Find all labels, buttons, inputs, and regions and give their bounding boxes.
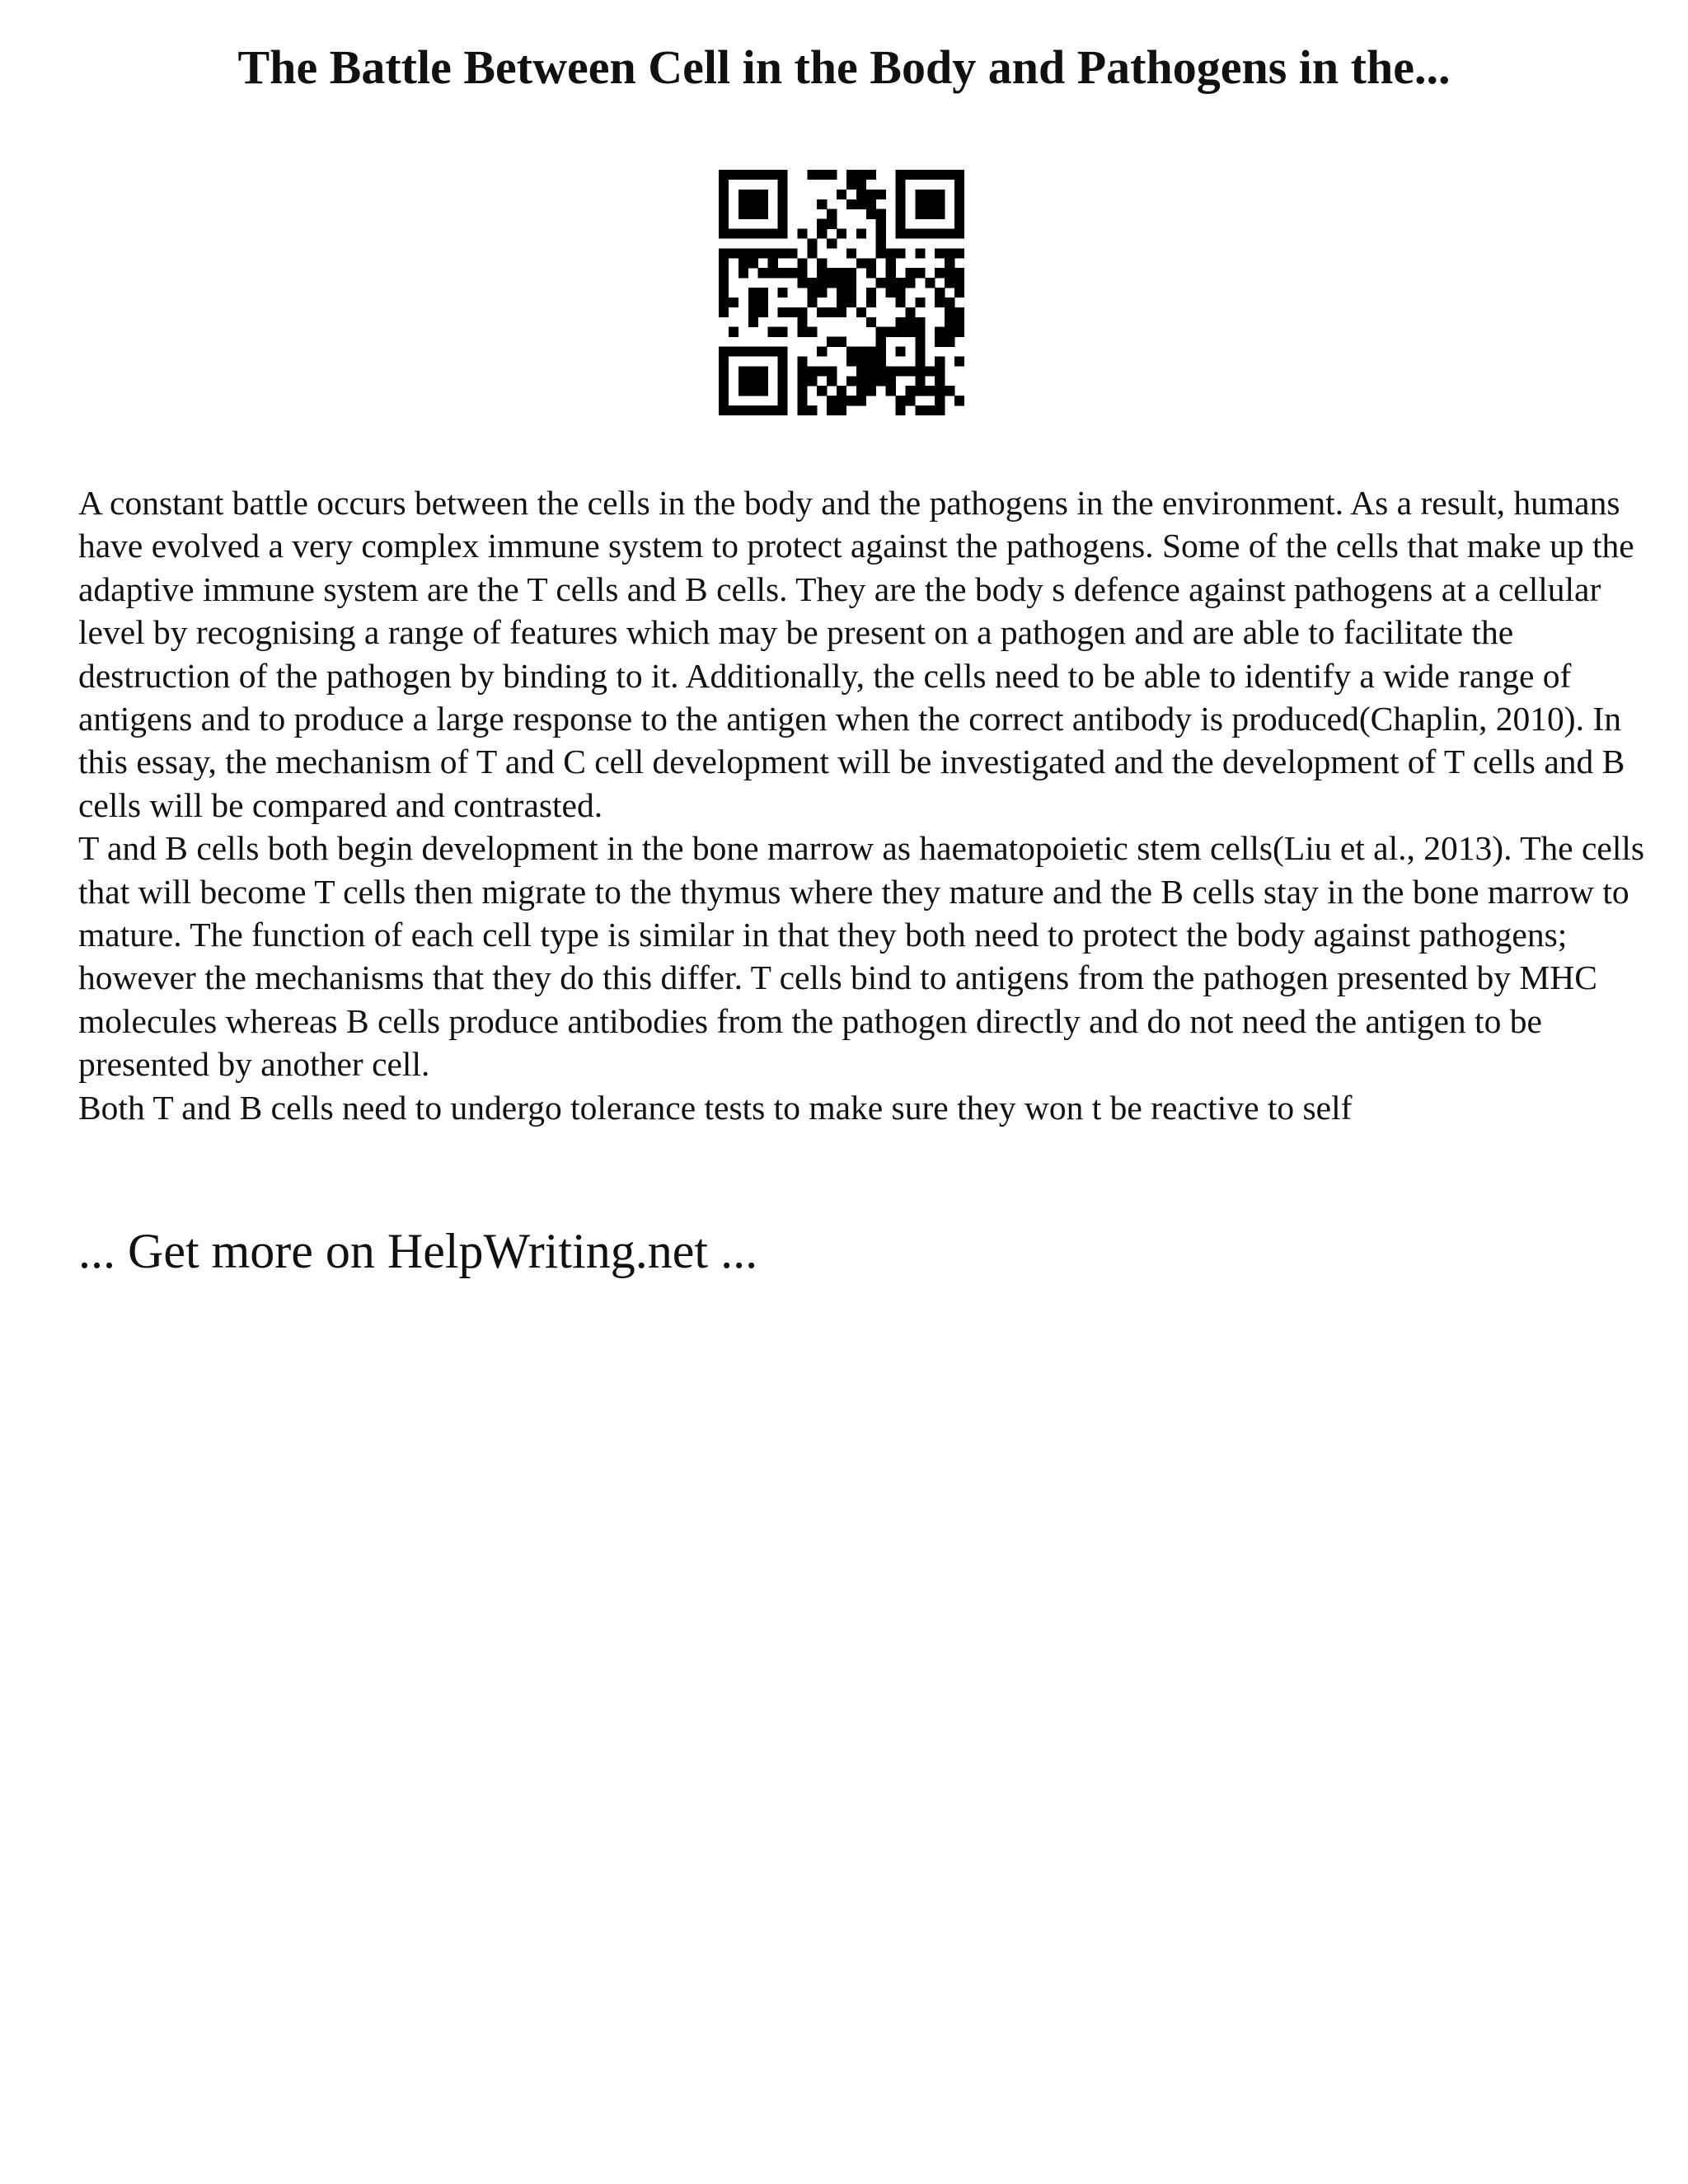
paragraph-1: A constant battle occurs between the cells in the body and the pathogens in the environment. As a result, humans have evolved a very complex immune system to protect against the pathogens. Some of the cells that make up the adaptive immune system are the T cells and B cells. They are the body s defence against pathogens at a cellular level by recognising a range of features which may be present on a pathogen and are able to facilitate the destruction of the pathogen by binding to it. Additionally, the cells need to be able to identify a wide range of antigens and to produce a large response to the antigen when the correct antibody is produced(Chaplin, 2010). In this essay, the mechanism of T and C cell development will be investigated and the development of T cells and B cells will be compared and contrasted. xyxy=(78,484,1634,824)
qr-code-graphic xyxy=(719,170,964,415)
document-title: The Battle Between Cell in the Body and Pathogens in the... xyxy=(237,40,1451,94)
paragraph-3: Both T and B cells need to undergo tolerance tests to make sure they won t be reactive to self xyxy=(78,1088,1353,1127)
essay-body xyxy=(78,481,1653,1129)
qr-code-icon[interactable] xyxy=(719,170,964,415)
get-more-link[interactable]: ... Get more on HelpWriting.net ... xyxy=(78,1224,758,1278)
paragraph-2: T and B cells both begin development in the bone marrow as haematopoietic stem cells(Liu et al., 2013). The cells that will become T cells then migrate to the thymus where they mature and the B cells stay in the bone marrow to mature. The function of each cell type is similar in that they both need to protect the body against pathogens; however the mechanisms that they do this differ. T cells bind to antigens from the pathogen presented by MHC molecules whereas B cells produce antibodies from the pathogen directly and do not need the antigen to be presented by another cell. xyxy=(78,829,1645,1084)
